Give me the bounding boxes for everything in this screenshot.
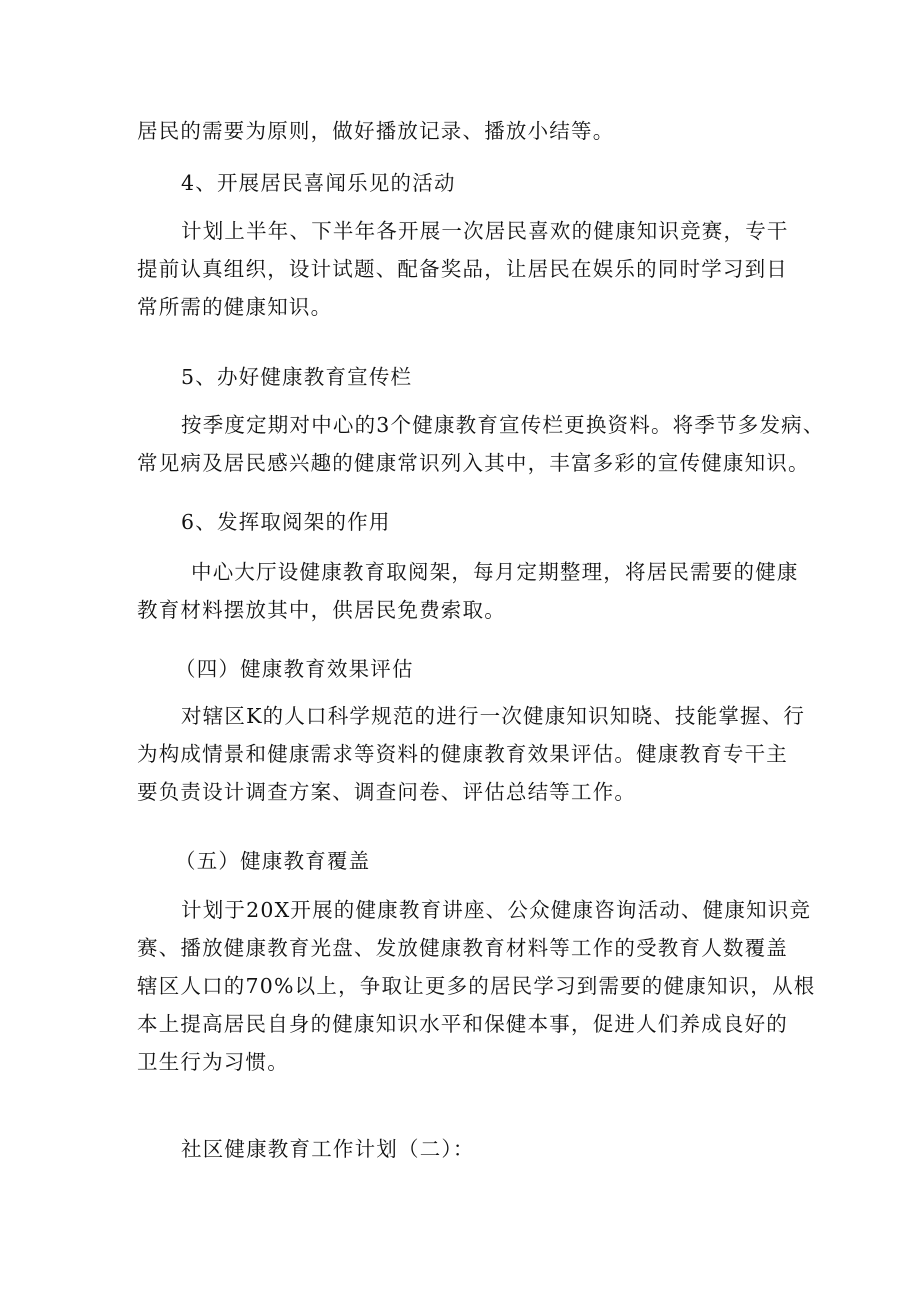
text-line: 常所需的健康知识。 [137, 295, 333, 319]
plan-2-heading [137, 1130, 797, 1168]
paragraph-section-5 [137, 891, 816, 1081]
heading-item-6 [137, 503, 797, 541]
heading-item-4 [137, 164, 797, 202]
text-line: 中心大厅设健康教育取阅架，每月定期整理，将居民需要的健康 [191, 560, 799, 584]
heading-text: 社区健康教育工作计划（二）： [181, 1137, 475, 1161]
paragraph-item-6 [137, 553, 797, 629]
text-line: 计划于20X开展的健康教育讲座、公众健康咨询活动、健康知识竞 [181, 898, 812, 922]
text-line: 要负责设计调查方案、调查问卷、评估总结等工作。 [137, 780, 637, 804]
text-line: 居民的需要为原则，做好播放记录、播放小结等。 [137, 119, 615, 143]
text-line: 对辖区K的人口科学规范的进行一次健康知识知晓、技能掌握、行 [181, 704, 806, 728]
text-line: 按季度定期对中心的3个健康教育宣传栏更换资料。将季节多发病、 [181, 413, 825, 437]
section-heading-4 [137, 650, 797, 688]
text-line: 常见病及居民感兴趣的健康常识列入其中，丰富多彩的宣传健康知识。 [137, 451, 810, 475]
text-line: 为构成情景和健康需求等资料的健康教育效果评估。健康教育专干主 [137, 742, 788, 766]
heading-text: 6、发挥取阅架的作用 [181, 510, 391, 534]
text-line: 辖区人口的70%以上，争取让更多的居民学习到需要的健康知识，从根 [137, 974, 816, 998]
paragraph-item-4 [137, 212, 797, 326]
heading-text: 4、开展居民喜闻乐见的活动 [181, 171, 456, 195]
paragraph-continuation [137, 112, 797, 150]
text-line: 计划上半年、下半年各开展一次居民喜欢的健康知识竞赛，专干 [181, 219, 789, 243]
paragraph-item-5 [137, 406, 825, 482]
text-line: 教育材料摆放其中，供居民免费索取。 [137, 598, 506, 622]
text-line: 本上提高居民自身的健康知识水平和保健本事，促进人们养成良好的 [137, 1012, 788, 1036]
heading-item-5 [137, 358, 797, 396]
section-title: （五）健康教育覆盖 [175, 849, 371, 873]
paragraph-section-4 [137, 697, 806, 811]
section-heading-5 [137, 842, 797, 880]
heading-text: 5、办好健康教育宣传栏 [181, 365, 413, 389]
section-title: （四）健康教育效果评估 [175, 657, 414, 681]
text-line: 赛、播放健康教育光盘、发放健康教育材料等工作的受教育人数覆盖 [137, 936, 788, 960]
text-line: 卫生行为习惯。 [137, 1050, 289, 1074]
text-line: 提前认真组织，设计试题、配备奖品，让居民在娱乐的同时学习到日 [137, 257, 788, 281]
